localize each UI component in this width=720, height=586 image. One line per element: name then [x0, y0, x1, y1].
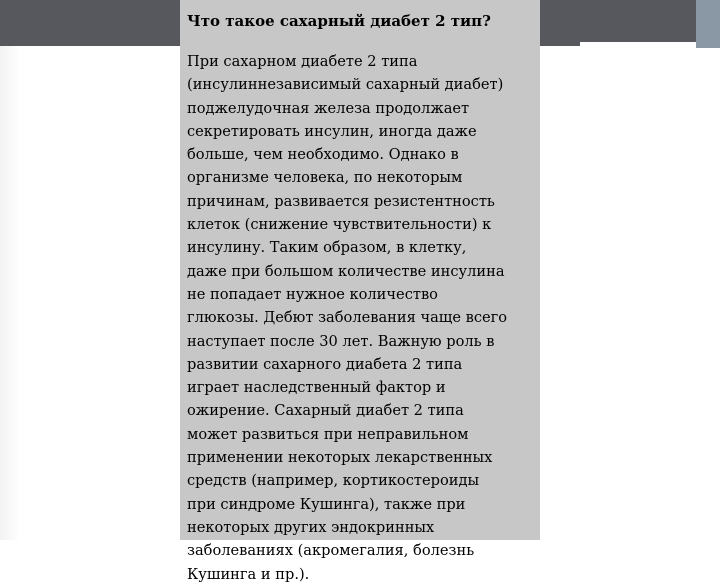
body-line: не попадает нужное количество [187, 285, 438, 303]
body-line: средств (например, кортикостероиды [187, 472, 480, 490]
body-line: секретировать инсулин, иногда даже [187, 122, 477, 140]
body-line: играет наследственный фактор и [187, 379, 446, 397]
slide-title: Что такое сахарный диабет 2 тип? [187, 12, 491, 30]
body-line: применении некоторых лекарственных [187, 449, 493, 467]
body-line: даже при большом количестве инсулина [187, 262, 505, 280]
body-line: клеток (снижение чувствительности) к [187, 216, 492, 234]
body-line: больше, чем необходимо. Однако в [187, 146, 459, 164]
body-line: поджелудочная железа продолжает [187, 99, 470, 117]
content-panel [180, 0, 540, 583]
body-line: наступает после 30 лет. Важную роль в [187, 332, 495, 350]
body-line: некоторых других эндокринных [187, 518, 435, 536]
body-text [187, 50, 539, 586]
body-line: организме человека, по некоторым [187, 169, 463, 187]
left-edge-shade [0, 0, 20, 540]
header-rule-thin [580, 40, 696, 42]
body-line: развитии сахарного диабета 2 типа [187, 355, 463, 373]
body-line: причинам, развивается резистентность [187, 192, 495, 210]
top-header-accent [696, 0, 720, 40]
header-rule-accent [696, 40, 720, 48]
body-line: (инсулиннезависимый сахарный диабет) [187, 76, 504, 94]
body-line: При сахарном диабете 2 типа [187, 53, 418, 70]
body-line: может развиться при неправильном [187, 425, 469, 443]
body-line: глюкозы. Дебют заболевания чаще всего [187, 309, 508, 327]
body-line: Кушинга и пр.). [187, 565, 310, 583]
body-line: ожирение. Сахарный диабет 2 типа [187, 402, 464, 420]
body-line: инсулину. Таким образом, в клетку, [187, 239, 467, 257]
body-line: заболеваниях (акромегалия, болезнь [187, 542, 475, 560]
body-line: при синдроме Кушинга), также при [187, 495, 466, 513]
